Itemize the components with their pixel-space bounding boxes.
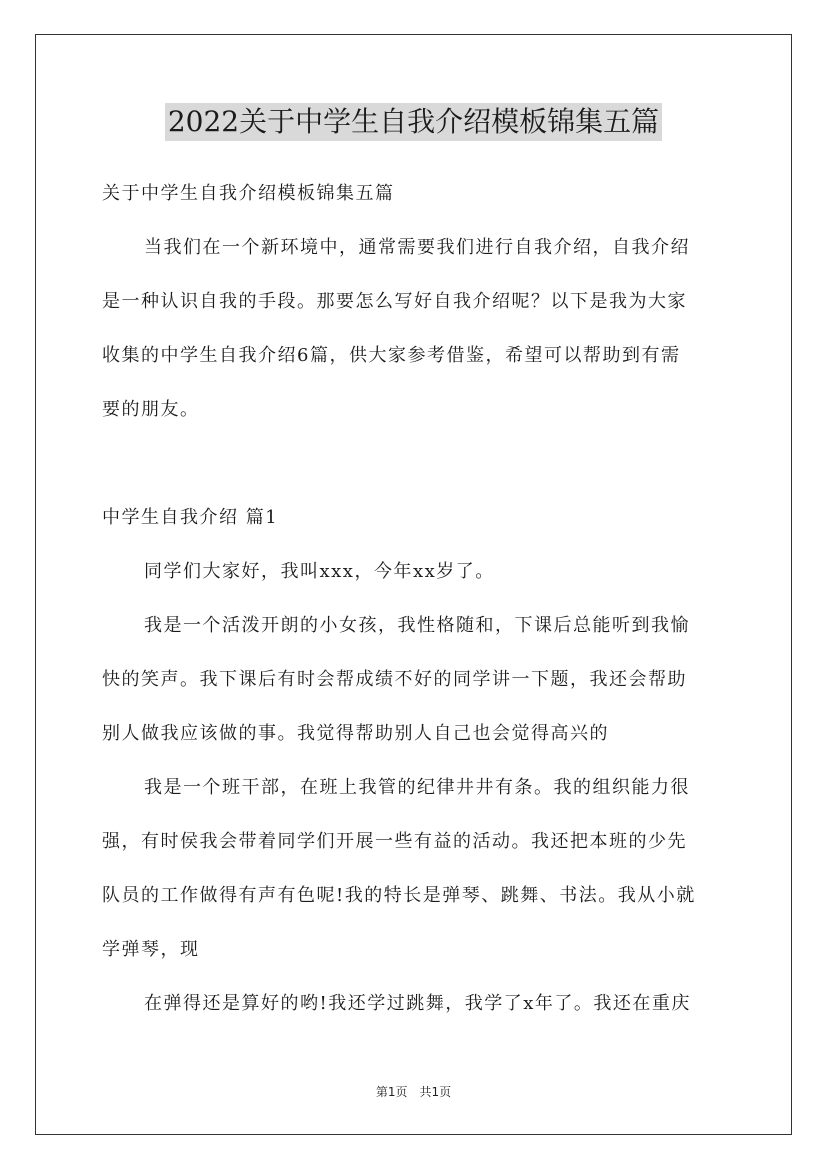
body-line: 强，有时侯我会带着同学们开展一些有益的活动。我还把本班的少先 bbox=[102, 831, 687, 852]
blank-line bbox=[102, 445, 727, 499]
page-footer bbox=[0, 1083, 827, 1100]
intro-line: 是一种认识自我的手段。那要怎么写好自我介绍呢？以下是我为大家 bbox=[102, 291, 687, 312]
page-total: 共1页 bbox=[419, 1085, 452, 1099]
intro-line: 要的朋友。 bbox=[102, 399, 200, 420]
document-subtitle: 关于中学生自我介绍模板锦集五篇 bbox=[102, 183, 395, 204]
section-heading: 中学生自我介绍 篇1 bbox=[102, 507, 279, 528]
intro-line: 收集的中学生自我介绍6篇，供大家参考借鉴，希望可以帮助到有需 bbox=[102, 345, 681, 366]
body-line: 学弹琴，现 bbox=[102, 939, 200, 960]
body-line: 我是一个活泼开朗的小女孩，我性格随和，下课后总能听到我愉 bbox=[144, 615, 690, 636]
body-line: 队员的工作做得有声有色呢!我的特长是弹琴、跳舞、书法。我从小就 bbox=[102, 885, 696, 906]
document-body bbox=[102, 175, 727, 1039]
page-number: 第1页 bbox=[375, 1085, 408, 1099]
body-line: 别人做我应该做的事。我觉得帮助别人自己也会觉得高兴的 bbox=[102, 723, 609, 744]
body-line: 快的笑声。我下课后有时会帮成绩不好的同学讲一下题，我还会帮助 bbox=[102, 669, 687, 690]
intro-line: 当我们在一个新环境中，通常需要我们进行自我介绍，自我介绍 bbox=[144, 237, 690, 258]
document-title-container bbox=[0, 103, 827, 141]
document-title: 2022关于中学生自我介绍模板锦集五篇 bbox=[165, 103, 662, 141]
body-line: 我是一个班干部，在班上我管的纪律井井有条。我的组织能力很 bbox=[144, 777, 690, 798]
body-line: 在弹得还是算好的哟!我还学过跳舞，我学了x年了。我还在重庆 bbox=[144, 993, 691, 1014]
body-line: 同学们大家好，我叫xxx，今年xx岁了。 bbox=[144, 561, 495, 582]
